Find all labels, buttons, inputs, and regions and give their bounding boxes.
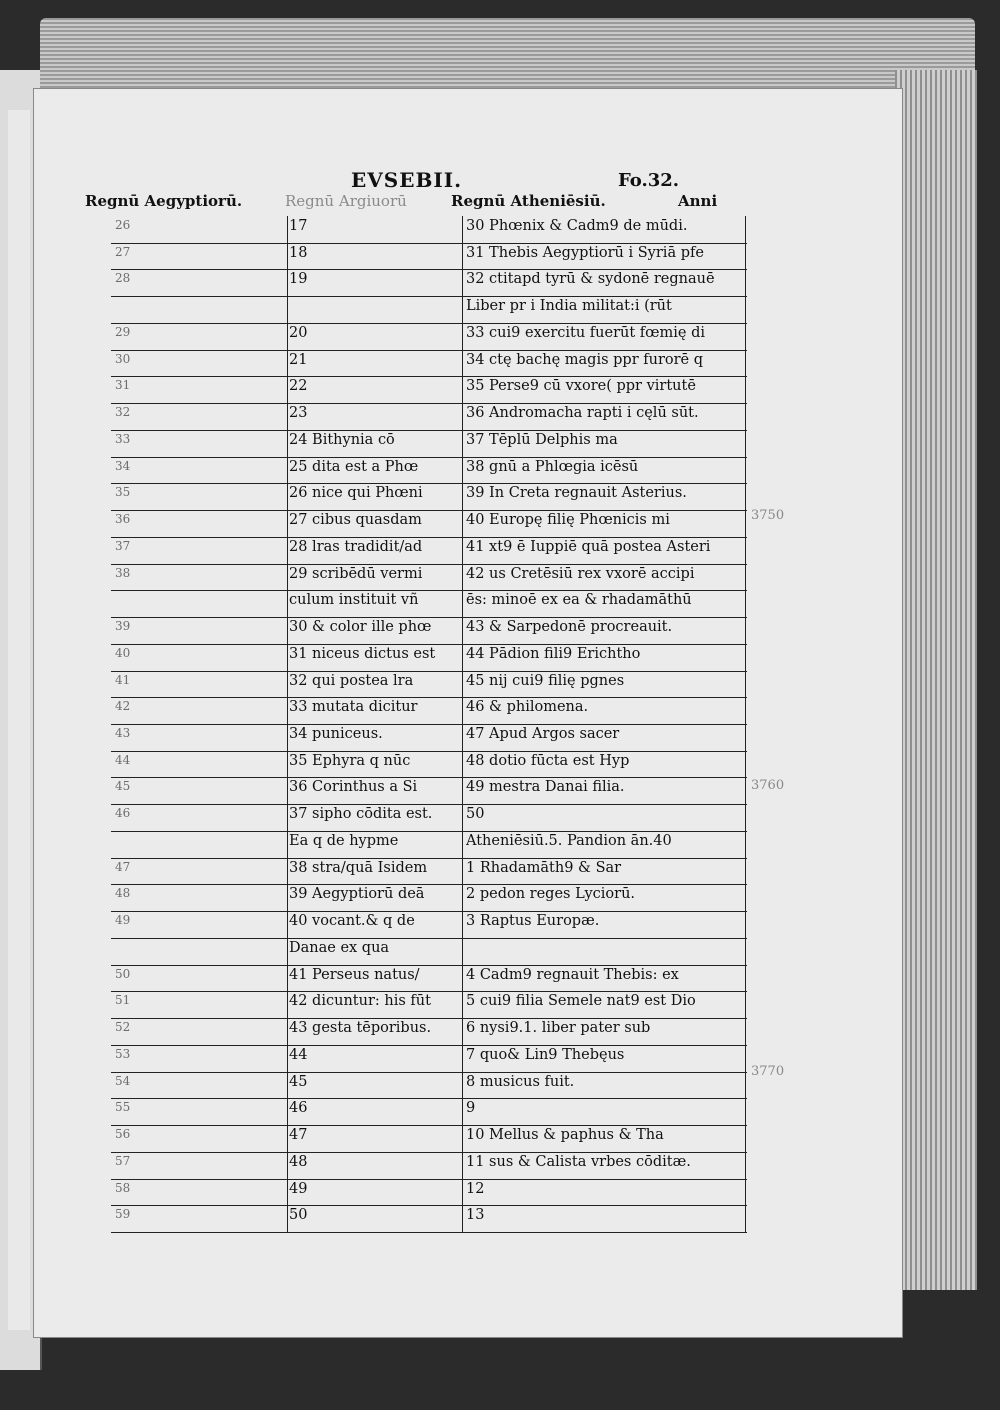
table-row: [111, 831, 747, 859]
argos-year-cell: 20: [289, 324, 308, 341]
egypt-year-cell: 40: [115, 645, 131, 660]
argos-year-cell: 36 Corinthus a Si: [289, 779, 418, 796]
table-row: [111, 1018, 747, 1046]
argos-year-cell: 34 puniceus.: [289, 726, 383, 742]
egypt-year-cell: 57: [115, 1153, 131, 1168]
egypt-year-cell: 38: [115, 565, 131, 580]
table-row: [111, 590, 747, 618]
athens-entry-cell: 11 sus & Calista vrbes cōditæ.: [466, 1153, 691, 1170]
argos-year-cell: 40 vocant.& q de: [289, 913, 415, 930]
argos-year-cell: 42 dicuntur: his fūt: [289, 993, 431, 1010]
argos-year-cell: 45: [289, 1073, 308, 1090]
table-row: [111, 403, 747, 431]
athens-entry-cell: 37 Tēplū Delphis ma: [466, 431, 618, 448]
table-row: [111, 724, 747, 752]
egypt-year-cell: 39: [115, 619, 131, 634]
argos-year-cell: 41 Perseus natus/: [289, 966, 420, 983]
argos-year-cell: 35 Ephyra q nūc: [289, 752, 411, 769]
argos-year-cell: 29 scribēdū vermi: [289, 565, 423, 582]
argos-year-cell: 47: [289, 1127, 308, 1144]
table-row: [111, 1152, 747, 1180]
athens-entry-cell: Liber pr i India militat:i (rūt: [466, 298, 672, 315]
athens-entry-cell: ēs: minoē ex ea & rhadamāthū: [466, 592, 692, 609]
egypt-year-cell: 52: [115, 1020, 131, 1035]
margin-year: 3770: [751, 1064, 785, 1079]
athens-entry-cell: 40 Europę filię Phœnicis mi: [466, 512, 670, 529]
column-header-athens: Regnū Atheniēsiū.: [451, 192, 606, 210]
egypt-year-cell: 43: [115, 726, 131, 740]
athens-entry-cell: 41 xt9 ē Iuppiē quā postea Asteri: [466, 538, 711, 555]
athens-entry-cell: 48 dotio fūcta est Hyp: [466, 752, 630, 769]
table-row: [111, 991, 747, 1019]
table-row: [111, 537, 747, 565]
argos-year-cell: 38 stra/quā Isidem: [289, 859, 428, 876]
athens-entry-cell: 44 Pādion fili9 Erichtho: [466, 645, 641, 662]
book-page: [33, 88, 903, 1338]
egypt-year-cell: 31: [115, 378, 131, 393]
athens-entry-cell: 49 mestra Danai filia.: [466, 779, 625, 796]
athens-entry-cell: 3 Raptus Europæ.: [466, 913, 600, 930]
athens-entry-cell: 42 us Cretēsiū rex vxorē accipi: [466, 565, 695, 582]
athens-entry-cell: 31 Thebis Aegyptiorū i Syriā pfe: [466, 244, 704, 261]
argos-year-cell: 50: [289, 1207, 308, 1224]
table-row: [111, 296, 747, 324]
athens-entry-cell: 50: [466, 806, 485, 823]
argos-year-cell: 32 qui postea lra: [289, 672, 414, 689]
table-row: [111, 697, 747, 725]
table-row: [111, 1205, 747, 1233]
table-row: [111, 269, 747, 297]
argos-year-cell: Danae ex qua: [289, 939, 390, 956]
margin-year: 3760: [751, 778, 785, 793]
table-row: [111, 1098, 747, 1126]
argos-year-cell: 39 Aegyptiorū deā: [289, 886, 425, 903]
table-row: [111, 938, 747, 966]
egypt-year-cell: 50: [115, 966, 131, 981]
egypt-year-cell: 34: [115, 458, 131, 473]
athens-entry-cell: 5 cui9 filia Semele nat9 est Dio: [466, 993, 696, 1010]
athens-entry-cell: 34 ctę bachę magis ppr furorē q: [466, 351, 704, 368]
table-row: [111, 216, 747, 244]
athens-entry-cell: 39 In Creta regnauit Asterius.: [466, 485, 687, 502]
athens-entry-cell: 12: [466, 1180, 485, 1197]
argos-year-cell: 27 cibus quasdam: [289, 512, 422, 529]
egypt-year-cell: 30: [115, 351, 131, 366]
argos-year-cell: 43 gesta tēporibus.: [289, 1020, 432, 1037]
table-row: [111, 777, 747, 805]
table-row: [111, 323, 747, 351]
argos-year-cell: 24 Bithynia cō: [289, 431, 395, 448]
table-row: [111, 1045, 747, 1073]
argos-year-cell: 30 & color ille phœ: [289, 619, 432, 636]
argos-year-cell: 26 nice qui Phœni: [289, 485, 423, 502]
argos-year-cell: Ea q de hypme: [289, 832, 399, 849]
egypt-year-cell: 29: [115, 324, 131, 339]
table-row: [111, 376, 747, 404]
table-row: [111, 911, 747, 939]
athens-entry-cell: 30 Phœnix & Cadm9 de mūdi.: [466, 218, 688, 234]
athens-entry-cell: 6 nysi9.1. liber pater sub: [466, 1020, 651, 1037]
egypt-year-cell: 33: [115, 431, 131, 446]
argos-year-cell: 28 lras tradidit/ad: [289, 538, 423, 555]
athens-entry-cell: 45 nij cui9 filię pgnes: [466, 672, 625, 689]
table-row: [111, 483, 747, 511]
athens-entry-cell: 32 ctitapd tyrū & sydonē regnauē: [466, 271, 715, 288]
argos-year-cell: 46: [289, 1100, 308, 1117]
egypt-year-cell: 35: [115, 485, 131, 500]
table-row: [111, 858, 747, 886]
athens-entry-cell: 38 gnū a Phlœgia icēsū: [466, 458, 639, 475]
table-row: [111, 243, 747, 271]
athens-entry-cell: 9: [466, 1100, 476, 1117]
athens-entry-cell: 7 quo& Lin9 Thebęus: [466, 1046, 625, 1063]
athens-entry-cell: 13: [466, 1207, 485, 1224]
egypt-year-cell: 54: [115, 1073, 131, 1088]
athens-entry-cell: 47 Apud Argos sacer: [466, 726, 620, 742]
column-header-anni: Anni: [678, 192, 718, 210]
chronology-table: [111, 216, 747, 1232]
page-stack-top: [40, 18, 975, 96]
argos-year-cell: 19: [289, 271, 308, 288]
egypt-year-cell: 32: [115, 405, 131, 420]
egypt-year-cell: 55: [115, 1100, 131, 1115]
table-row: [111, 965, 747, 993]
egypt-year-cell: 26: [115, 218, 131, 232]
athens-entry-cell: 10 Mellus & paphus & Tha: [466, 1127, 664, 1144]
running-title: EVSEBII.: [351, 168, 463, 192]
egypt-year-cell: 44: [115, 752, 131, 767]
table-row: [111, 457, 747, 485]
argos-year-cell: 33 mutata dicitur: [289, 699, 418, 716]
egypt-year-cell: 27: [115, 244, 131, 259]
egypt-year-cell: 28: [115, 271, 131, 286]
egypt-year-cell: 37: [115, 538, 131, 553]
egypt-year-cell: 48: [115, 886, 131, 901]
athens-entry-cell: 33 cui9 exercitu fuerūt fœmię di: [466, 324, 705, 341]
athens-entry-cell: 1 Rhadamāth9 & Sar: [466, 859, 622, 876]
table-row: [111, 1179, 747, 1207]
column-header-argos: Regnū Argiuorū: [285, 192, 407, 210]
table-row: [111, 884, 747, 912]
egypt-year-cell: 53: [115, 1046, 131, 1061]
table-row: [111, 510, 747, 538]
egypt-year-cell: 45: [115, 779, 131, 794]
argos-year-cell: 44: [289, 1046, 308, 1063]
column-header-egypt: Regnū Aegyptiorū.: [85, 192, 243, 210]
athens-entry-cell: Atheniēsiū.5. Pandion ān.40: [466, 832, 672, 849]
table-row: [111, 430, 747, 458]
table-row: [111, 671, 747, 699]
margin-year: 3750: [751, 508, 785, 523]
argos-year-cell: 37 sipho cōdita est.: [289, 806, 433, 823]
table-row: [111, 1125, 747, 1153]
egypt-year-cell: 49: [115, 913, 131, 928]
argos-year-cell: 22: [289, 378, 308, 395]
egypt-year-cell: 41: [115, 672, 131, 687]
table-row: [111, 617, 747, 645]
argos-year-cell: 21: [289, 351, 308, 368]
table-row: [111, 644, 747, 672]
athens-entry-cell: 43 & Sarpedonē procreauit.: [466, 619, 673, 636]
argos-year-cell: culum instituit vñ: [289, 592, 419, 609]
argos-year-cell: 48: [289, 1153, 308, 1170]
folio-number: Fo.32.: [618, 170, 680, 191]
argos-year-cell: 18: [289, 244, 308, 261]
athens-entry-cell: 4 Cadm9 regnauit Thebis: ex: [466, 966, 679, 983]
table-row: [111, 564, 747, 592]
egypt-year-cell: 47: [115, 859, 131, 874]
egypt-year-cell: 46: [115, 806, 131, 821]
table-row: [111, 804, 747, 832]
egypt-year-cell: 58: [115, 1180, 131, 1195]
table-row: [111, 751, 747, 779]
egypt-year-cell: 59: [115, 1207, 131, 1222]
argos-year-cell: 17: [289, 218, 308, 234]
egypt-year-cell: 42: [115, 699, 131, 714]
argos-year-cell: 49: [289, 1180, 308, 1197]
athens-entry-cell: 2 pedon reges Lyciorū.: [466, 886, 636, 903]
egypt-year-cell: 51: [115, 993, 131, 1008]
athens-entry-cell: 36 Andromacha rapti i cęlū sūt.: [466, 405, 699, 422]
table-row: [111, 1072, 747, 1100]
egypt-year-cell: 56: [115, 1127, 131, 1142]
page-stack-right: [895, 70, 977, 1290]
argos-year-cell: 31 niceus dictus est: [289, 645, 436, 662]
argos-year-cell: 23: [289, 405, 308, 422]
athens-entry-cell: 8 musicus fuit.: [466, 1073, 575, 1090]
argos-year-cell: 25 dita est a Phœ: [289, 458, 419, 475]
athens-entry-cell: 46 & philomena.: [466, 699, 589, 716]
athens-entry-cell: 35 Perse9 cū vxore( ppr virtutē: [466, 378, 696, 395]
egypt-year-cell: 36: [115, 512, 131, 527]
table-row: [111, 350, 747, 378]
